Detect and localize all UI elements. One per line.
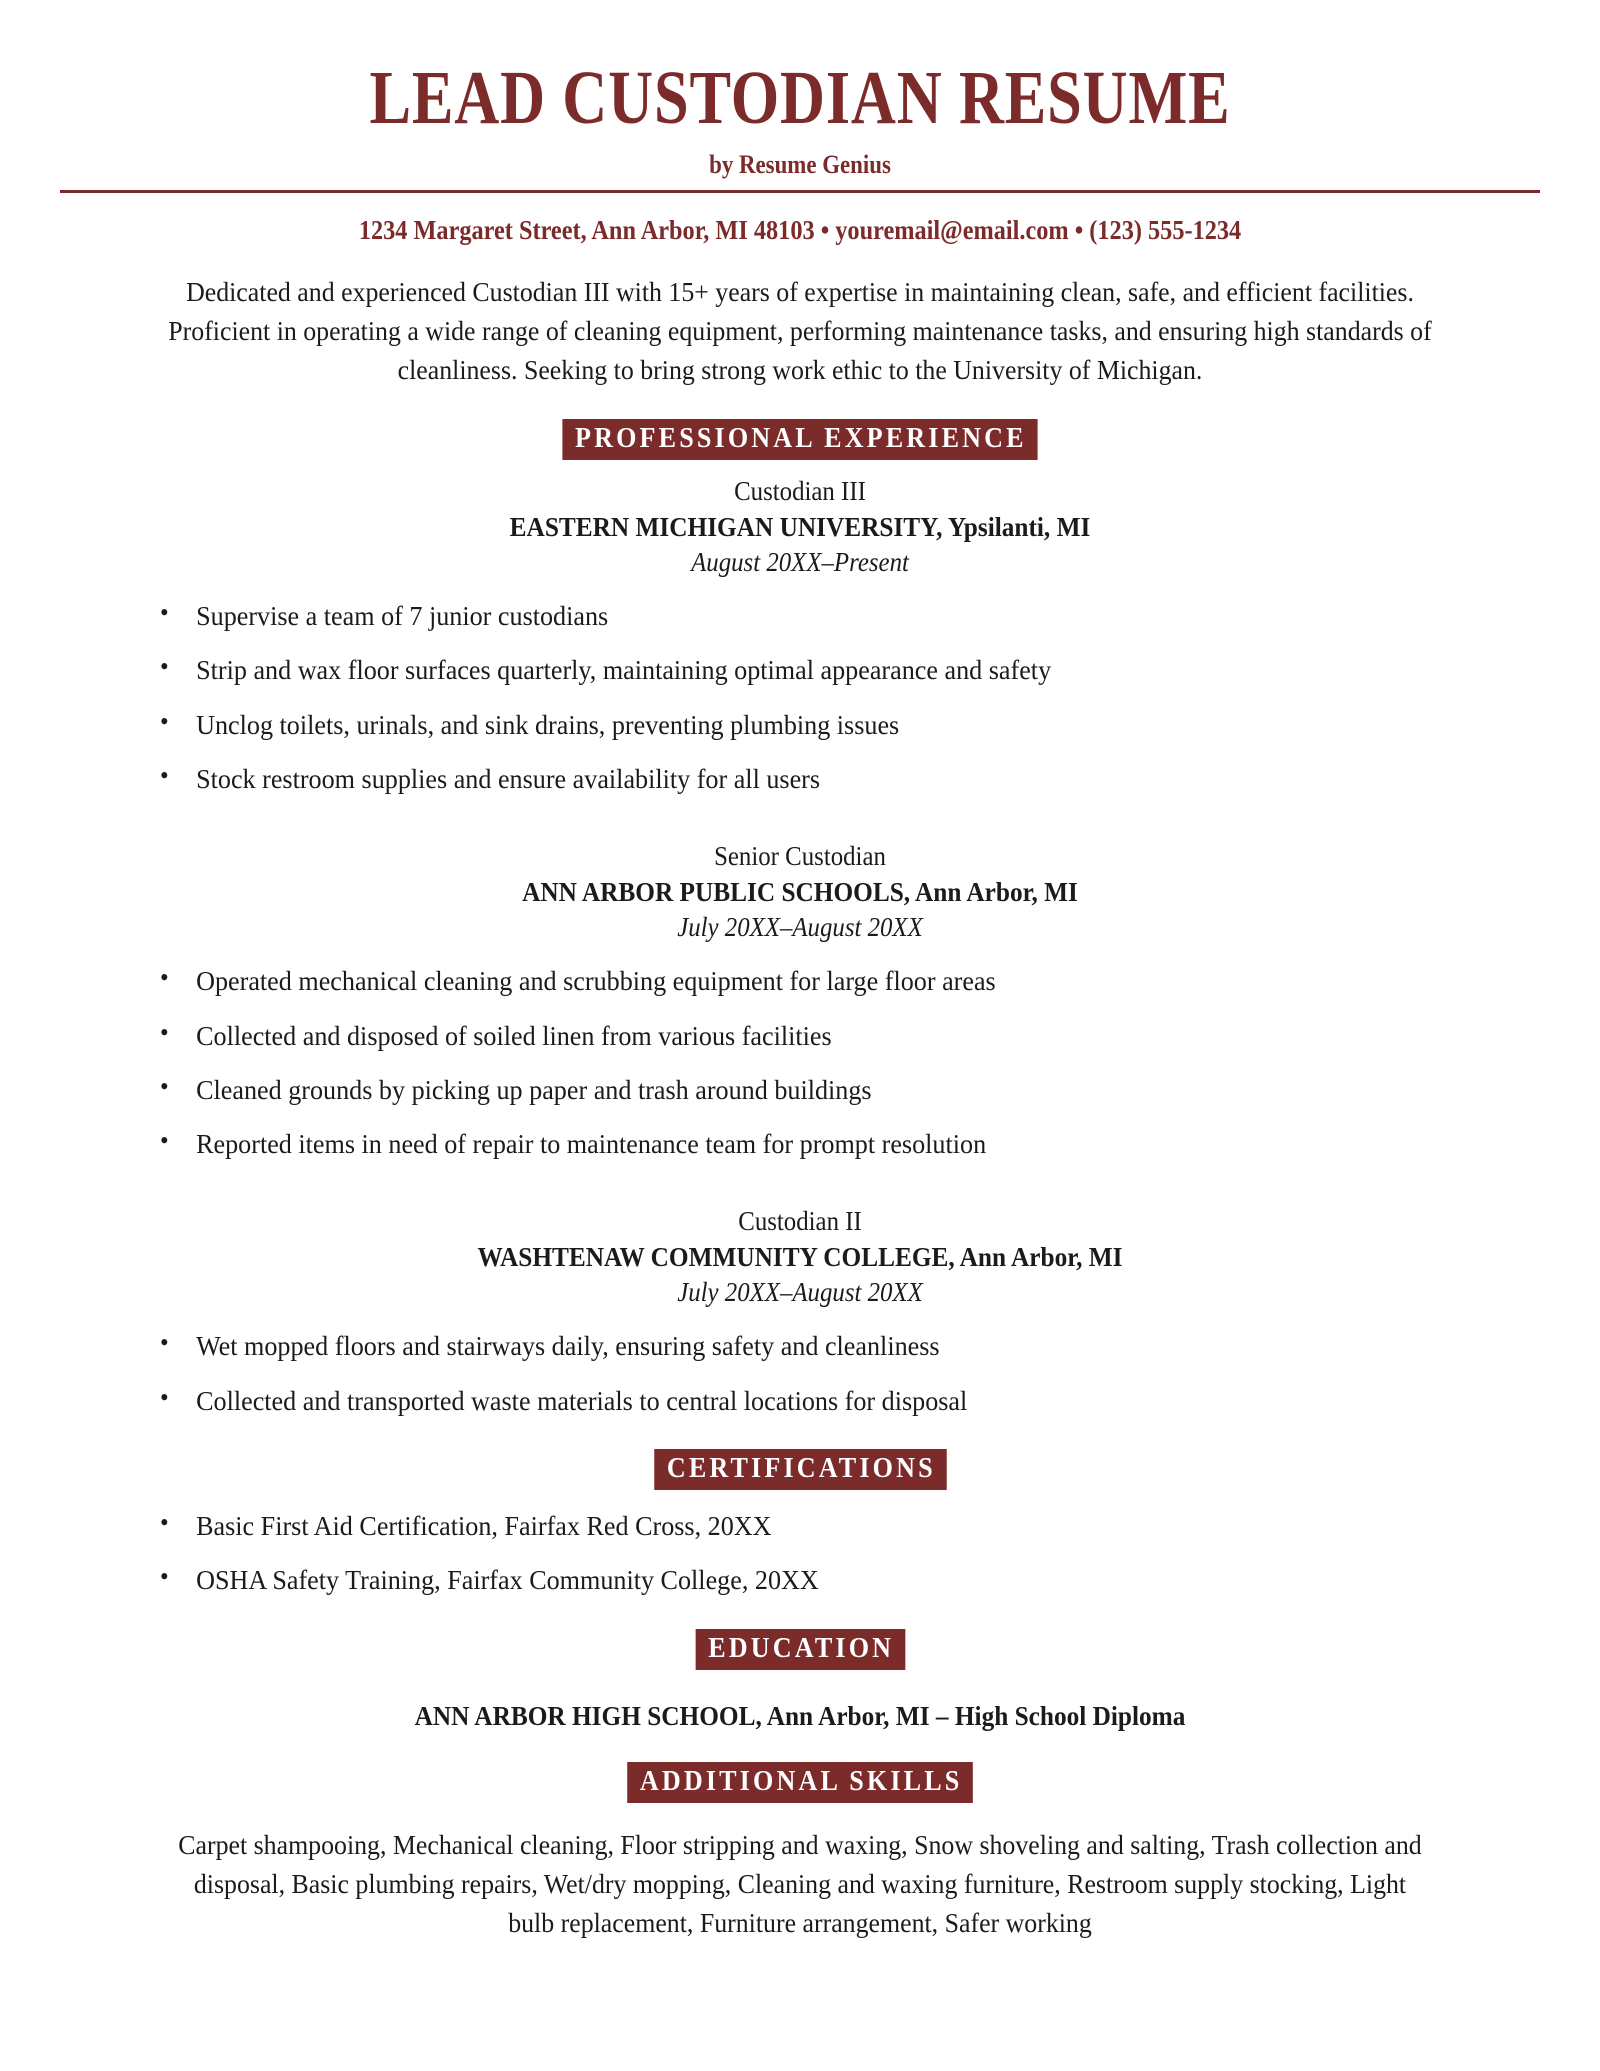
contact-line: 1234 Margaret Street, Ann Arbor, MI 48103 • youremail@email.com • (123) 555-1234 — [358, 215, 1242, 245]
section-header-certifications — [60, 1449, 1540, 1490]
section-header-skills — [60, 1762, 1540, 1803]
job-employer: WASHTENAW COMMUNITY COLLEGE, Ann Arbor, MI — [477, 1241, 1123, 1273]
header-divider — [60, 190, 1540, 193]
job-bullet-list — [60, 598, 1540, 797]
list-item: • Operated mechanical cleaning and scrubbing equipment for large floor areas — [160, 963, 1471, 999]
list-item: • Strip and wax floor surfaces quarterly, maintaining optimal appearance and safety — [160, 652, 1471, 688]
job-bullet-list — [60, 963, 1540, 1162]
job-bullet-list — [60, 1328, 1540, 1419]
list-item: • Cleaned grounds by picking up paper and trash around buildings — [160, 1072, 1471, 1108]
section-header-experience — [60, 419, 1540, 460]
job-dates: July 20XX–August 20XX — [677, 912, 923, 943]
job-dates: July 20XX–August 20XX — [677, 1277, 923, 1308]
list-item: • Reported items in need of repair to maintenance team for prompt resolution — [160, 1126, 1471, 1162]
job-entry — [60, 474, 1540, 797]
resume-header — [60, 0, 1540, 246]
list-item: • Supervise a team of 7 junior custodians — [160, 598, 1471, 634]
section-title-skills: ADDITIONAL SKILLS — [627, 1762, 973, 1803]
list-item: • Wet mopped floors and stairways daily, ensuring safety and cleanliness — [160, 1328, 1471, 1364]
job-employer: EASTERN MICHIGAN UNIVERSITY, Ypsilanti, MI — [509, 511, 1091, 543]
skills-paragraph: Carpet shampooing, Mechanical cleaning, Floor stripping and waxing, Snow shoveling and salting, Trash collection and disposal, Basic plumbing repairs, Wet/dry mopping, Cleaning and waxing furniture, Restroom supply stocking, Light bulb replacement, Furniture arrangement, Safer working — [178, 1828, 1422, 1938]
job-entry — [60, 1204, 1540, 1419]
list-item: • Unclog toilets, urinals, and sink drains, preventing plumbing issues — [160, 707, 1471, 743]
job-employer: ANN ARBOR PUBLIC SCHOOLS, Ann Arbor, MI — [522, 876, 1078, 908]
list-item: • Collected and transported waste materials to central locations for disposal — [160, 1383, 1471, 1419]
list-item: • Stock restroom supplies and ensure availability for all users — [160, 761, 1471, 797]
job-title: Custodian II — [738, 1206, 862, 1237]
list-item: • OSHA Safety Training, Fairfax Community College, 20XX — [160, 1562, 1471, 1598]
page-title: LEAD CUSTODIAN RESUME — [369, 56, 1231, 140]
professional-summary: Dedicated and experienced Custodian III with 15+ years of expertise in maintaining clean, safe, and efficient facilities. Proficient in operating a wide range of cleaning equipment, performing maintenance tasks, and ensuring high standards of cleanliness. Seeking to bring strong work ethic to the University of Michigan. — [168, 276, 1432, 386]
section-title-certifications: CERTIFICATIONS — [654, 1449, 946, 1490]
job-entry — [60, 839, 1540, 1162]
list-item: • Basic First Aid Certification, Fairfax Red Cross, 20XX — [160, 1508, 1471, 1544]
job-dates: August 20XX–Present — [691, 546, 909, 577]
section-title-education: EDUCATION — [695, 1629, 904, 1670]
section-title-experience: PROFESSIONAL EXPERIENCE — [562, 419, 1037, 460]
byline: by Resume Genius — [709, 150, 891, 179]
job-title: Senior Custodian — [714, 841, 886, 872]
education-entry: ANN ARBOR HIGH SCHOOL, Ann Arbor, MI – High School Diploma — [414, 1699, 1186, 1731]
section-header-education — [60, 1629, 1540, 1670]
list-item: • Collected and disposed of soiled linen from various facilities — [160, 1018, 1471, 1054]
job-title: Custodian III — [734, 476, 866, 507]
certifications-list — [60, 1508, 1540, 1599]
